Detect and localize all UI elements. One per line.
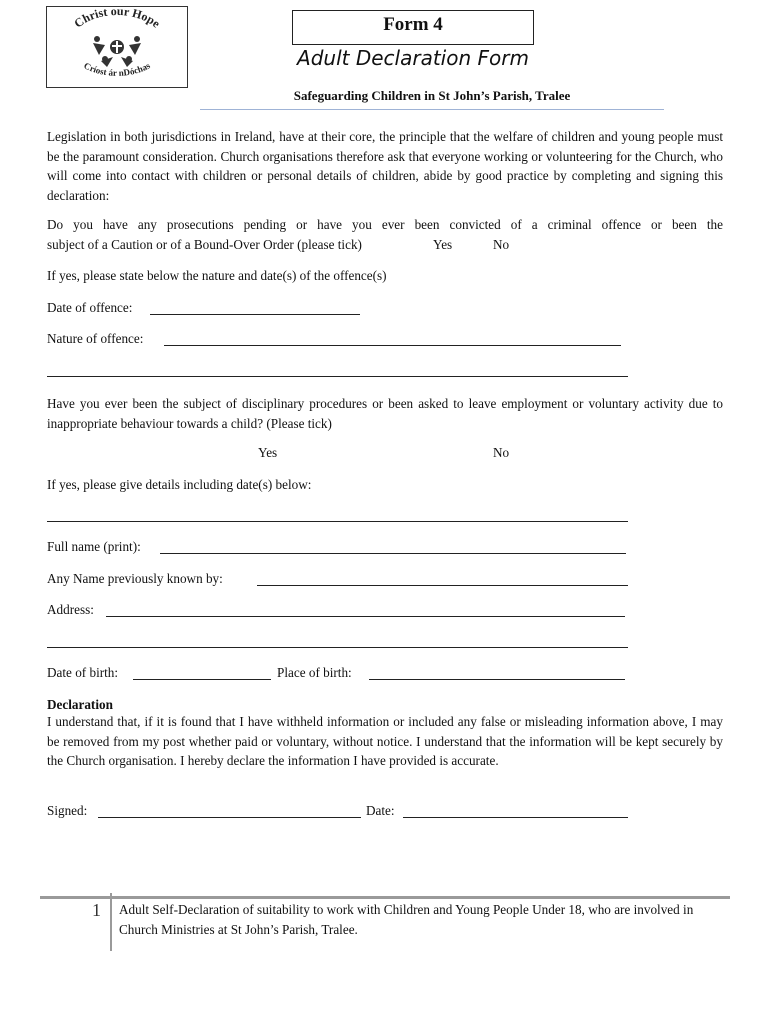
place-of-birth-label: Place of birth:: [277, 665, 352, 680]
svg-text:Críost ár nDóchas: [82, 60, 152, 78]
q2-no-option[interactable]: No: [493, 445, 510, 460]
date-field[interactable]: [403, 817, 628, 818]
full-name-label: Full name (print):: [47, 539, 141, 554]
date-of-offence-label: Date of offence:: [47, 300, 133, 315]
signature-field[interactable]: [98, 817, 361, 818]
q2-followup: If yes, please give details including date(s) below:: [47, 477, 312, 492]
previous-name-label: Any Name previously known by:: [47, 571, 223, 586]
form-number: Form 4: [383, 14, 443, 35]
q1-followup: If yes, please state below the nature and date(s) of the offence(s): [47, 268, 387, 283]
parish-logo: [46, 6, 188, 88]
full-name-field[interactable]: [160, 553, 626, 554]
date-label: Date:: [366, 803, 395, 818]
svg-text:Christ our Hope: [71, 7, 163, 31]
nature-of-offence-field[interactable]: [164, 345, 621, 346]
declaration-text: I understand that, if it is found that I have withheld information or included any false or misleading information above, I may be removed from my post whether paid or voluntary, without notice. I understand that the information will be kept securely by the Church organisation. I hereby declare the information I have provided is accurate.: [47, 714, 723, 768]
date-of-birth-field[interactable]: [133, 679, 271, 680]
header-divider: [200, 109, 664, 110]
declaration-heading: Declaration: [47, 697, 113, 712]
q1-yes-option[interactable]: Yes: [433, 237, 453, 252]
place-of-birth-field[interactable]: [369, 679, 625, 680]
q2-details-field[interactable]: [47, 521, 628, 522]
q1-no-option[interactable]: No: [493, 237, 510, 252]
logo-bottom-text: Críost ár nDóchas: [82, 60, 152, 78]
address-label: Address:: [47, 602, 94, 617]
address-field[interactable]: [106, 616, 625, 617]
previous-name-field[interactable]: [257, 585, 628, 586]
footer-text: Adult Self-Declaration of suitability to work with Children and Young People Under 18, who are involved in Church Ministries at St John’s Parish, Tralee.: [119, 902, 694, 937]
footer-separator: [110, 893, 112, 951]
page-number: 1: [92, 900, 101, 920]
q1-text-line2: subject of a Caution or of a Bound-Over Order (please tick): [47, 237, 362, 252]
nature-of-offence-label: Nature of offence:: [47, 331, 144, 346]
intro-paragraph: Legislation in both jurisdictions in Ireland, have at their core, the principle that the welfare of children and young people must be the paramount consideration. Church organisations therefore ask that everyone working or volunteering for the Church, who will come into contact with children or personal details of children, abide by good practice by completing and signing this declaration:: [47, 129, 723, 203]
date-of-birth-label: Date of birth:: [47, 665, 119, 680]
form-subtitle: Safeguarding Children in St John’s Parish, Tralee: [293, 88, 571, 103]
nature-of-offence-field-line2[interactable]: [47, 376, 628, 377]
form-title: Adult Declaration Form: [297, 46, 529, 70]
date-of-offence-field[interactable]: [150, 314, 360, 315]
address-field-line2[interactable]: [47, 647, 628, 648]
signed-label: Signed:: [47, 803, 88, 818]
q2-text: Have you ever been the subject of disciplinary procedures or been asked to leave employment or voluntary activity due to inappropriate behaviour towards a child? (Please tick): [47, 396, 723, 431]
q2-yes-option[interactable]: Yes: [258, 445, 278, 460]
logo-top-text: Christ our Hope: [71, 7, 163, 31]
q1-text-line1: Do you have any prosecutions pending or have you ever been convicted of a criminal offence or been the: [47, 217, 723, 232]
church-logo-icon: [47, 7, 187, 87]
footer-divider: [40, 896, 730, 899]
